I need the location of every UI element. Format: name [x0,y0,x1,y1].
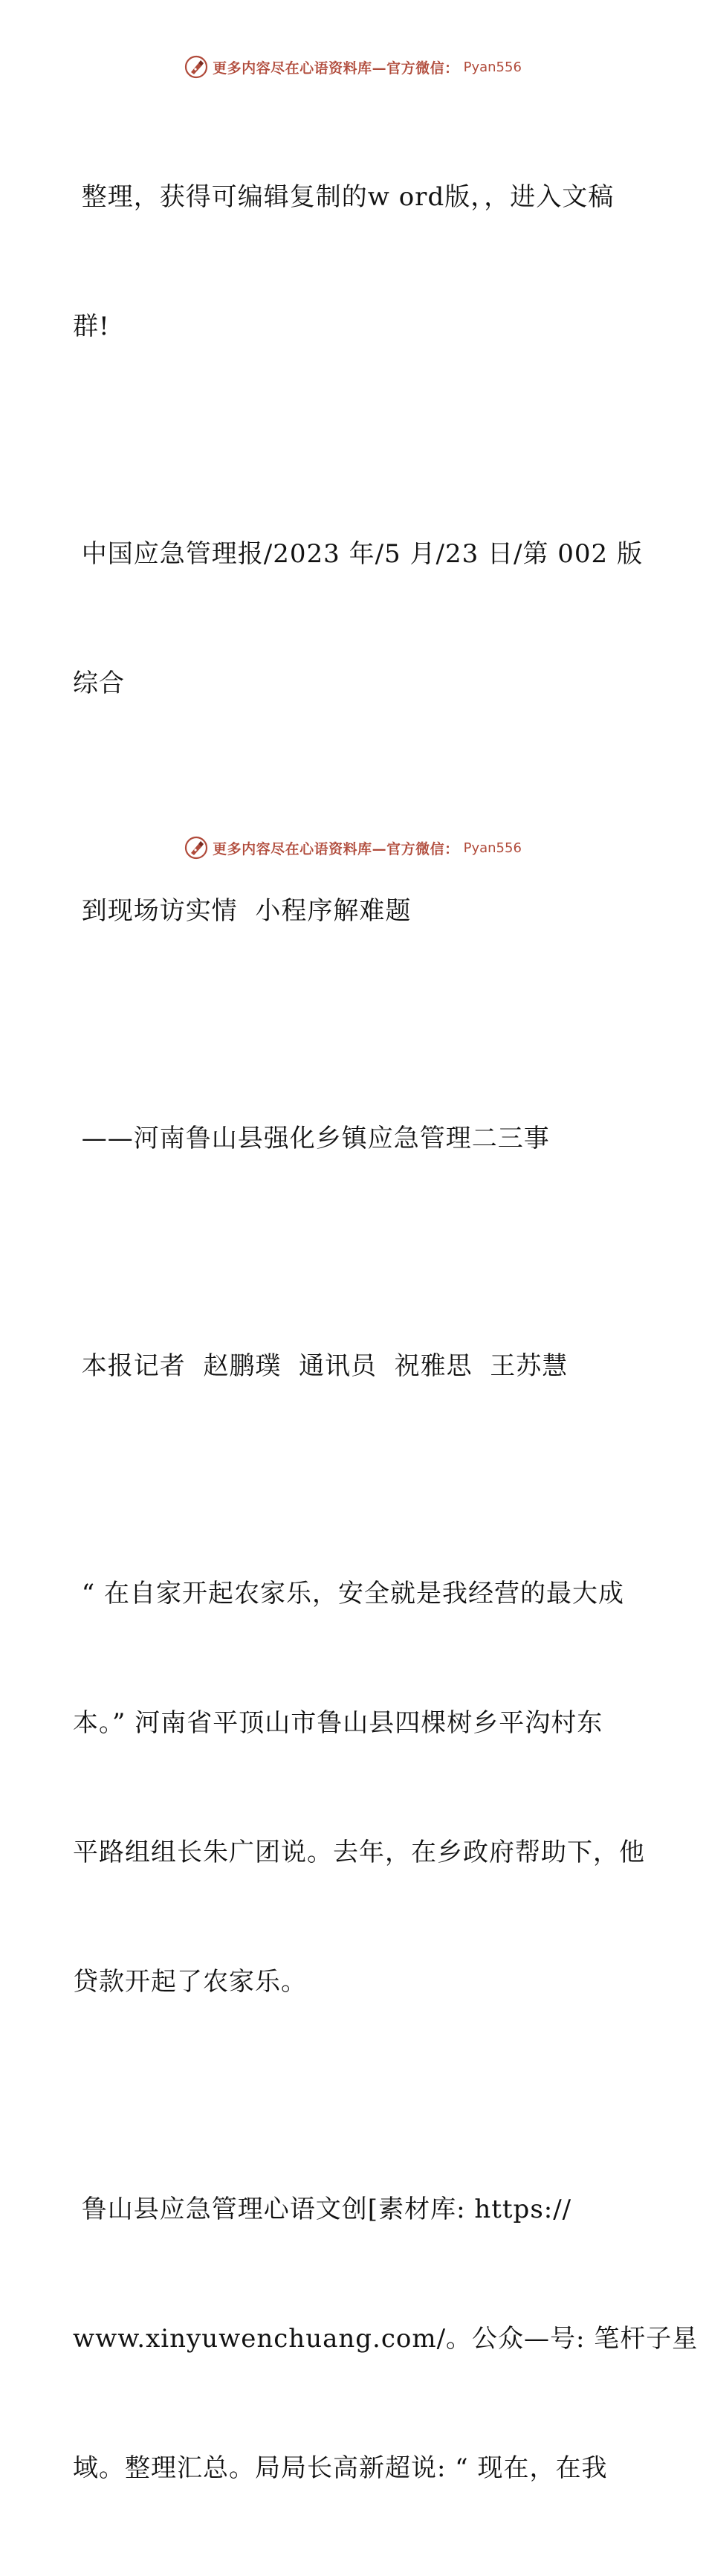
document-body [73,89,699,2576]
text-line: 综合 [73,669,125,698]
footer-banner [0,834,706,861]
text-line: 本报记者 赵鹏璞 通讯员 祝雅思 王苏慧 [73,1351,569,1381]
text-line: 贷款开起了农家乐。 [73,1967,307,1997]
text-line: “ 在自家开起农家乐，安全就是我经营的最大成 [73,1579,624,1609]
banner-text: 更多内容尽在心语资料库—官方微信： [213,840,459,857]
pen-nib-logo-icon [184,836,208,860]
text-line: 平路组组长朱广团说。去年，在乡政府帮助下，他 [73,1838,645,1867]
text-line: 群! [73,312,110,341]
banner-contact: Pyan556 [463,840,522,856]
paragraph-intro [73,89,638,434]
banner-contact: Pyan556 [463,59,522,75]
text-line: www.xinyuwenchuang.com/。公众—号: 笔杆子星 [73,2324,699,2354]
text-line: 整理，获得可编辑复制的w ord版，，进入文稿 [73,182,615,212]
paragraph-body-1 [73,1486,645,2090]
text-line: 到现场访实情 小程序解难题 [73,896,412,926]
article-byline [73,1258,638,1474]
text-line: 域。整理汇总。局局长高新超说: “ 现在，在我 [73,2453,608,2483]
header-banner [0,54,706,80]
text-line: 鲁山县应急管理心语文创[素材库: https:// [73,2195,572,2224]
banner-text: 更多内容尽在心语资料库—官方微信： [213,59,459,77]
text-line: 本。” 河南省平顶山市鲁山县四棵树乡平沟村东 [73,1708,603,1738]
text-line: ——河南鲁山县强化乡镇应急管理二三事 [73,1124,550,1153]
article-subtitle [73,1031,638,1246]
paragraph-source [73,446,643,791]
paragraph-body-2 [73,2102,699,2576]
pen-nib-logo-icon [184,55,208,79]
text-line: 中国应急管理报/2023 年/5 月/23 日/第 002 版 [73,539,643,569]
